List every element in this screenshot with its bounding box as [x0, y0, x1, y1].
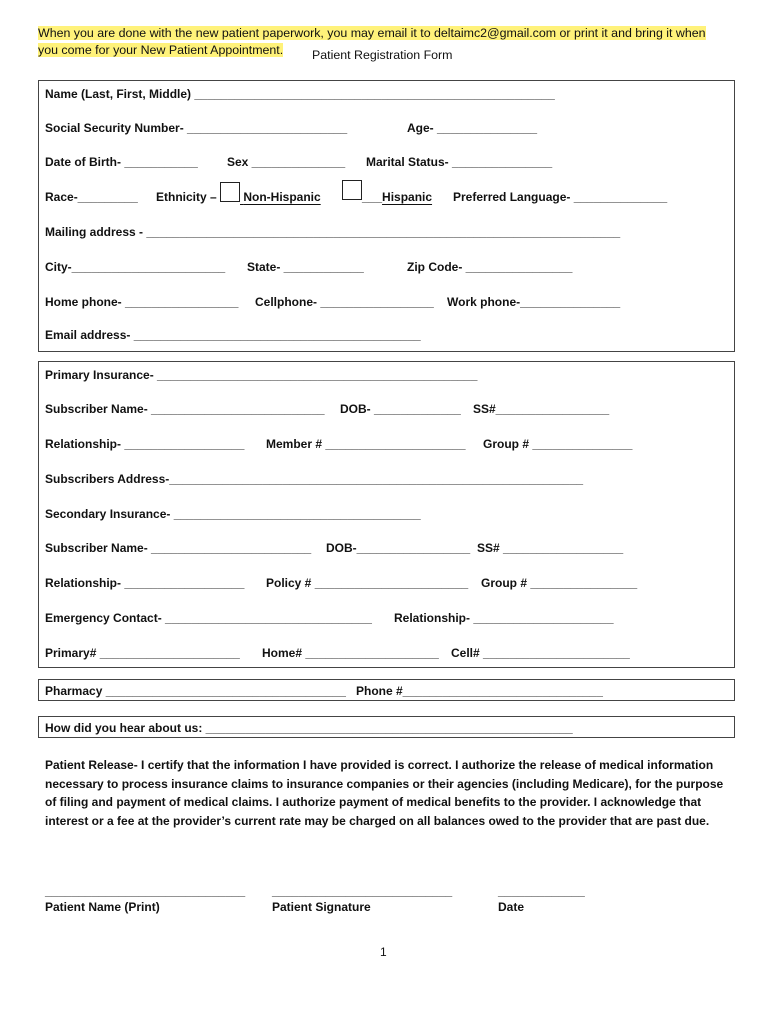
- ssn-field[interactable]: Social Security Number- ________________________: [45, 121, 348, 135]
- hispanic-checkbox[interactable]: [342, 180, 362, 200]
- primary-number-field[interactable]: Primary# _____________________: [45, 646, 240, 660]
- cellphone-field[interactable]: Cellphone- _________________: [255, 295, 434, 309]
- emergency-relationship-field[interactable]: Relationship- _____________________: [394, 611, 614, 625]
- form-title: Patient Registration Form: [312, 48, 453, 62]
- primary-insurance-field[interactable]: Primary Insurance- ________________________________________________: [45, 368, 478, 382]
- mailing-address-field[interactable]: Mailing address - _______________________________________________________________________: [45, 225, 621, 239]
- page-number: 1: [380, 945, 387, 959]
- secondary-insurance-field[interactable]: Secondary Insurance- _____________________________________: [45, 507, 421, 521]
- dob-1-field[interactable]: DOB- _____________: [340, 402, 461, 416]
- race-field[interactable]: Race-_________: [45, 190, 138, 204]
- non-hispanic-label: Non-Hispanic: [243, 190, 321, 204]
- relationship-2-field[interactable]: Relationship- __________________: [45, 576, 245, 590]
- intro-line-1: When you are done with the new patient paperwork, you may email it to deltaimc2@gmail.com or print it and bring it when: [38, 26, 706, 40]
- patient-name-line[interactable]: ______________________________: [45, 884, 246, 898]
- group-2-field[interactable]: Group # ________________: [481, 576, 638, 590]
- state-field[interactable]: State- ____________: [247, 260, 364, 274]
- preferred-language-field[interactable]: Preferred Language- ______________: [453, 190, 668, 204]
- home-phone-field[interactable]: Home phone- _________________: [45, 295, 239, 309]
- subscriber-name-1-field[interactable]: Subscriber Name- __________________________: [45, 402, 325, 416]
- patient-signature-label: Patient Signature: [272, 900, 371, 914]
- subscriber-name-2-field[interactable]: Subscriber Name- ________________________: [45, 541, 312, 555]
- sex-field[interactable]: Sex ______________: [227, 155, 346, 169]
- patient-name-label: Patient Name (Print): [45, 900, 160, 914]
- non-hispanic-checkbox[interactable]: [220, 182, 240, 202]
- home-number-field[interactable]: Home# ____________________: [262, 646, 439, 660]
- age-field[interactable]: Age- _______________: [407, 121, 538, 135]
- city-field[interactable]: City-_______________________: [45, 260, 226, 274]
- name-field[interactable]: Name (Last, First, Middle) ______________________________________________________: [45, 87, 555, 101]
- cell-number-field[interactable]: Cell# ______________________: [451, 646, 630, 660]
- patient-release-text: Patient Release- I certify that the information I have provided is correct. I authorize the release of medical information necessary to process insurance claims to insurance companies or their agencies (including Medicare), for the purpose of filing and payment of medical claims. I authorize payment of medical benefits to the provider. I acknowledge that interest or a fee at the provider’s current rate may be charged on all balances owed to the provider that are past due.: [45, 758, 724, 828]
- member-number-field[interactable]: Member # _____________________: [266, 437, 466, 451]
- intro-line-2: you come for your New Patient Appointment.: [38, 43, 284, 57]
- ss-2-field[interactable]: SS# __________________: [477, 541, 624, 555]
- patient-signature-line[interactable]: ___________________________: [272, 884, 453, 898]
- date-line[interactable]: _____________: [498, 884, 585, 898]
- pharmacy-phone-field[interactable]: Phone #______________________________: [356, 684, 603, 698]
- policy-number-field[interactable]: Policy # _______________________: [266, 576, 469, 590]
- emergency-contact-field[interactable]: Emergency Contact- _______________________________: [45, 611, 372, 625]
- ss-1-field[interactable]: SS#_________________: [473, 402, 610, 416]
- work-phone-field[interactable]: Work phone-_______________: [447, 295, 621, 309]
- ethnicity-label: Ethnicity –: [156, 190, 217, 204]
- email-field[interactable]: Email address- ___________________________________________: [45, 328, 421, 342]
- dob-field[interactable]: Date of Birth- ___________: [45, 155, 198, 169]
- group-1-field[interactable]: Group # _______________: [483, 437, 633, 451]
- pharmacy-field[interactable]: Pharmacy ____________________________________: [45, 684, 346, 698]
- zip-code-field[interactable]: Zip Code- ________________: [407, 260, 573, 274]
- hispanic-label: ___Hispanic: [362, 190, 433, 204]
- subscriber-address-field[interactable]: Subscribers Address-______________________________________________________________: [45, 472, 584, 486]
- relationship-1-field[interactable]: Relationship- __________________: [45, 437, 245, 451]
- date-label: Date: [498, 900, 525, 914]
- referral-field[interactable]: How did you hear about us: _______________________________________________________: [45, 721, 573, 735]
- dob-2-field[interactable]: DOB-_________________: [326, 541, 471, 555]
- marital-status-field[interactable]: Marital Status- _______________: [366, 155, 553, 169]
